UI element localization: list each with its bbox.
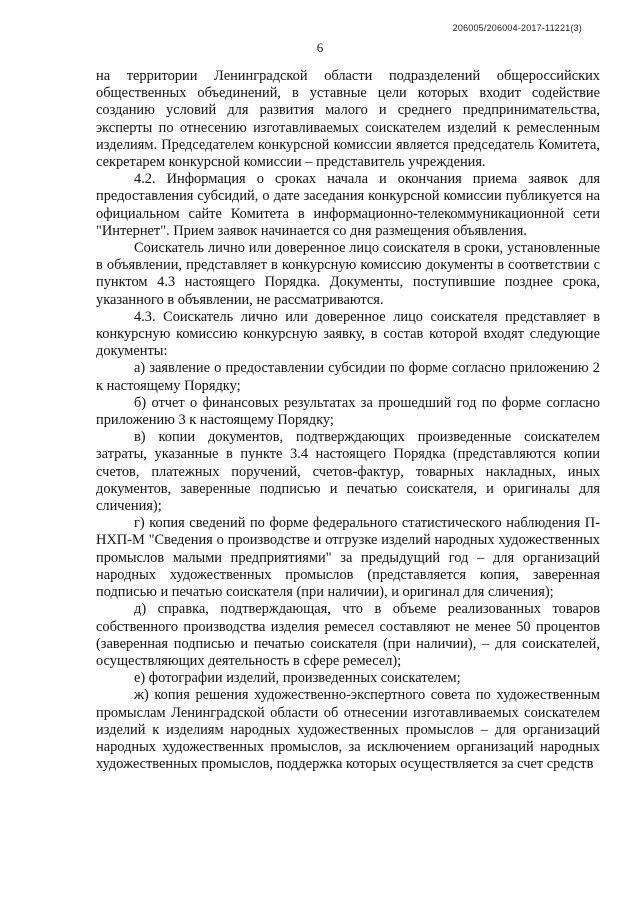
list-item-a: а) заявление о предоставлении субсидии по форме согласно приложению 2 к настоящему Порядку; [96,360,600,394]
list-item-v: в) копии документов, подтверждающих произведенные соискателем затраты, указанные в пункте 3.4 настоящего Порядка (представляются копии счетов, платежных поручений, счетов-фактур, товарных накладных, иных документов, заверенные подписью и печатью соискателя, и оригиналы для сличения); [96,429,600,515]
paragraph-intro: на территории Ленинградской области подразделений общероссийских общественных объединений, в уставные цели которых входит содействие созданию условий для развития малого и среднего предпринимательства, эксперты по отнесению изготавливаемых соискателем изделий к ремесленным изделиям. Председателем конкурсной комиссии является председатель Комитета, секретарем конкурсной комиссии – представитель учреждения. [96,68,600,171]
document-id: 206005/206004-2017-11221(3) [452,23,582,33]
list-item-d: д) справка, подтверждающая, что в объеме реализованных товаров собственного производства изделия ремесел составляют не менее 50 процентов (заверенная подписью и печатью соискателя (при наличии), – для соискателей, осуществляющих деятельность в сфере ремесел); [96,601,600,669]
paragraph-4-2: 4.2. Информация о сроках начала и окончания приема заявок для предоставления субсидий, о дате заседания конкурсной комиссии публикуется на официальном сайте Комитета в информационно-телекоммуникационной сети "Интернет". Прием заявок начинается со дня размещения объявления. [96,171,600,239]
list-item-e: е) фотографии изделий, произведенных соискателем; [134,670,461,687]
list-item-g: г) копия сведений по форме федерального статистического наблюдения П-НХП-М "Сведения о производстве и отгрузке изделий народных художественных промыслов малыми предприятиями" за предыдущий год – для организаций народных художественных промыслов (представляется копия, заверенная подписью и печатью соискателя (при наличии), и оригинал для сличения); [96,515,600,601]
document-body [96,68,600,773]
list-item-b: б) отчет о финансовых результатах за прошедший год по форме согласно приложению 3 к настоящему Порядку; [96,394,600,429]
paragraph-4-3: 4.3. Соискатель лично или доверенное лицо соискателя представляет в конкурсную комиссию конкурсную заявку, в состав которой входят следующие документы: [96,308,600,360]
page-number: 6 [316,40,324,55]
list-item-zh: ж) копия решения художественно-экспертного совета по художественным промыслам Ленинградской области об отнесении изготавливаемых соискателем изделий к изделиям народных художественных промыслов – для организаций народных художественных промыслов, за исключением организаций народных художественных промыслов, поддержка которых осуществляется за счет средств [96,687,600,773]
paragraph-applicant: Соискатель лично или доверенное лицо соискателя в сроки, установленные в объявлении, представляет в конкурсную комиссию документы в соответствии с пунктом 4.3 настоящего Порядка. Документы, поступившие позднее срока, указанного в объявлении, не рассматриваются. [96,240,600,308]
